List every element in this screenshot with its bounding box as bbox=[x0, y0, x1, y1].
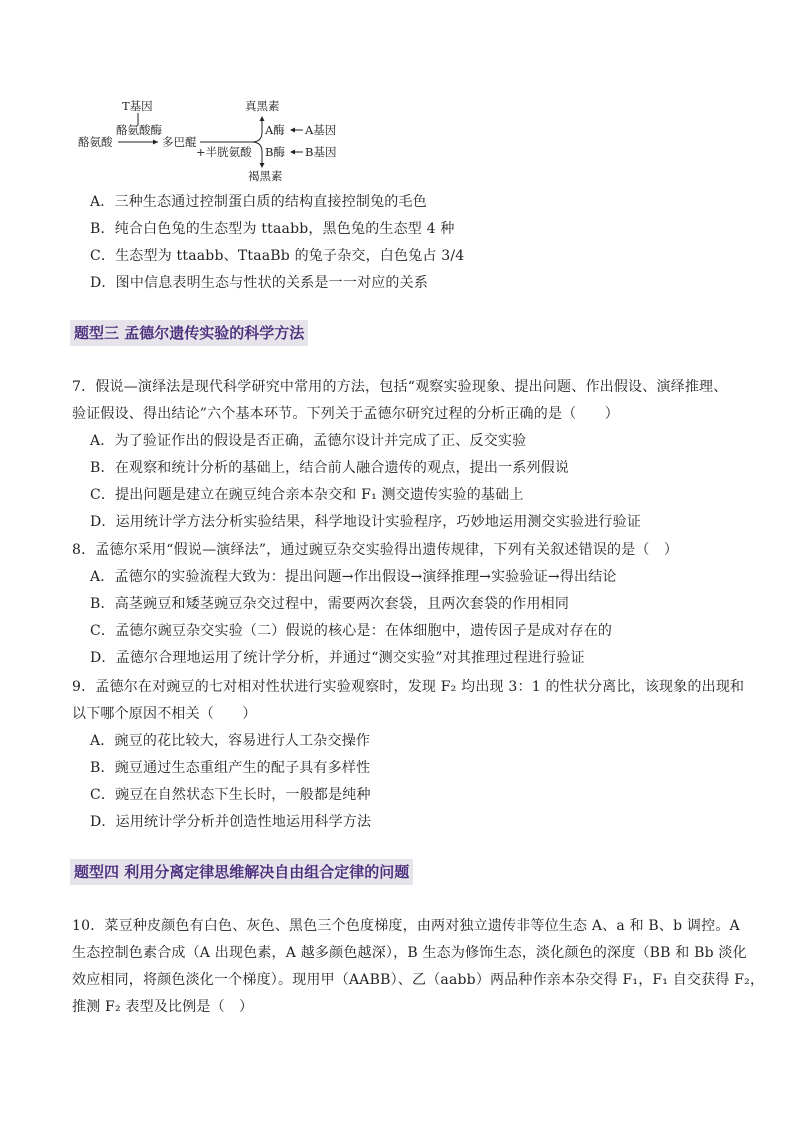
section-heading-4: 题型四 利用分离定律思维解决自由组合定律的问题 bbox=[70, 859, 413, 885]
eumelanin-arrowhead bbox=[260, 116, 265, 121]
q7-option-d: D．运用统计学方法分析实验结果，科学地设计实验程序，巧妙地运用测交实验进行验证 bbox=[90, 514, 642, 530]
pathway-svg bbox=[70, 96, 360, 186]
q9-option-b: B．豌豆通过生态重组产生的配子具有多样性 bbox=[90, 760, 371, 776]
q7-option-c: C．提出问题是建立在豌豆纯合亲本杂交和 F₁ 测交遗传实验的基础上 bbox=[90, 487, 524, 503]
gene-a-label: A基因 bbox=[305, 123, 337, 137]
pheomelanin-branch bbox=[252, 142, 262, 164]
gene-b-label: B基因 bbox=[305, 145, 337, 159]
q10-line3: 效应相同，将颜色淡化一个梯度）。现用甲（AABB）、乙（aabb）两品种作亲本杂交得 F₁，F₁ 自交获得 F₂， bbox=[72, 972, 765, 988]
enzyme-a-label: A酶 bbox=[265, 123, 285, 137]
eumelanin-branch bbox=[252, 120, 262, 142]
q6-option-a: A．三种生态通过控制蛋白质的结构直接控制兔的毛色 bbox=[90, 194, 427, 210]
tyrosine-label: 酪氨酸 bbox=[78, 135, 113, 149]
q8-option-b: B．高茎豌豆和矮茎豌豆杂交过程中，需要两次套袋，且两次套袋的作用相同 bbox=[90, 596, 570, 612]
pheomelanin-arrowhead bbox=[260, 163, 265, 168]
tyrosine-arrowhead bbox=[153, 140, 158, 145]
q6-option-c: C．生态型为 ttaabb、TtaaBb 的兔子杂交，白色兔占 3/4 bbox=[90, 248, 465, 264]
q10-line4: 推测 F₂ 表型及比例是（ ） bbox=[72, 999, 254, 1015]
q7-option-b: B．在观察和统计分析的基础上，结合前人融合遗传的观点，提出一系列假说 bbox=[90, 460, 570, 476]
q6-option-d: D．图中信息表明生态与性状的关系是一一对应的关系 bbox=[90, 275, 429, 291]
melanin-pathway-diagram bbox=[70, 96, 360, 186]
q7-stem-line1: 7．假说—演绎法是现代科学研究中常用的方法，包括“观察实验现象、提出问题、作出假设、演绎推理、 bbox=[72, 379, 728, 395]
q9-option-a: A．豌豆的花比较大，容易进行人工杂交操作 bbox=[90, 733, 371, 749]
gene-a-arrowhead bbox=[290, 128, 295, 133]
q9-option-c: C．豌豆在自然状态下生长时，一般都是纯种 bbox=[90, 787, 371, 803]
gene-b-arrowhead bbox=[290, 150, 295, 155]
q9-stem-line1: 9．孟德尔在对豌豆的七对相对性状进行实验观察时，发现 F₂ 均出现 3：1 的性状分离比，该现象的出现和 bbox=[72, 679, 745, 695]
q8-option-d: D．孟德尔合理地运用了统计学分析，并通过“测交实验”对其推理过程进行验证 bbox=[90, 650, 585, 666]
pheomelanin-label: 褐黑素 bbox=[248, 169, 283, 183]
q9-stem-line2: 以下哪个原因不相关（ ） bbox=[72, 706, 257, 722]
q10-line2: 生态控制色素合成（A 出现色素，A 越多颜色越深），B 生态为修饰生态，淡化颜色的深度（BB 和 Bb 淡化 bbox=[72, 945, 747, 961]
gene-t-label: T基因 bbox=[122, 99, 153, 113]
q7-option-a: A．为了验证作出的假设是否正确，孟德尔设计并完成了正、反交实验 bbox=[90, 433, 527, 449]
enzyme-tyr-label: 酪氨酸酶 bbox=[116, 123, 162, 137]
q8-option-c: C．孟德尔豌豆杂交实验（二）假说的核心是：在体细胞中，遗传因子是成对存在的 bbox=[90, 623, 613, 639]
eumelanin-label: 真黑素 bbox=[245, 99, 280, 113]
q7-stem-line2: 验证假设、得出结论”六个基本环节。下列关于孟德尔研究过程的分析正确的是（ ） bbox=[72, 406, 619, 422]
q6-option-b: B．纯合白色兔的生态型为 ttaabb，黑色兔的生态型 4 种 bbox=[90, 221, 455, 237]
q8-stem: 8．孟德尔采用“假说—演绎法”，通过豌豆杂交实验得出遗传规律，下列有关叙述错误的是（ ） bbox=[72, 542, 679, 558]
enzyme-b-label: B酶 bbox=[265, 145, 285, 159]
q9-option-d: D．运用统计学分析并创造性地运用科学方法 bbox=[90, 814, 372, 830]
q8-option-a: A．孟德尔的实验流程大致为：提出问题→作出假设→演绎推理→实验验证→得出结论 bbox=[90, 569, 617, 585]
cysteine-label: +半胱氨酸 bbox=[196, 145, 252, 159]
q10-line1: 10．菜豆种皮颜色有白色、灰色、黑色三个色度梯度，由两对独立遗传非等位生态 A、a 和 B、b 调控。A bbox=[72, 918, 740, 934]
dopaquinone-label: 多巴醌 bbox=[162, 135, 197, 149]
section-heading-3: 题型三 孟德尔遗传实验的科学方法 bbox=[70, 320, 308, 346]
